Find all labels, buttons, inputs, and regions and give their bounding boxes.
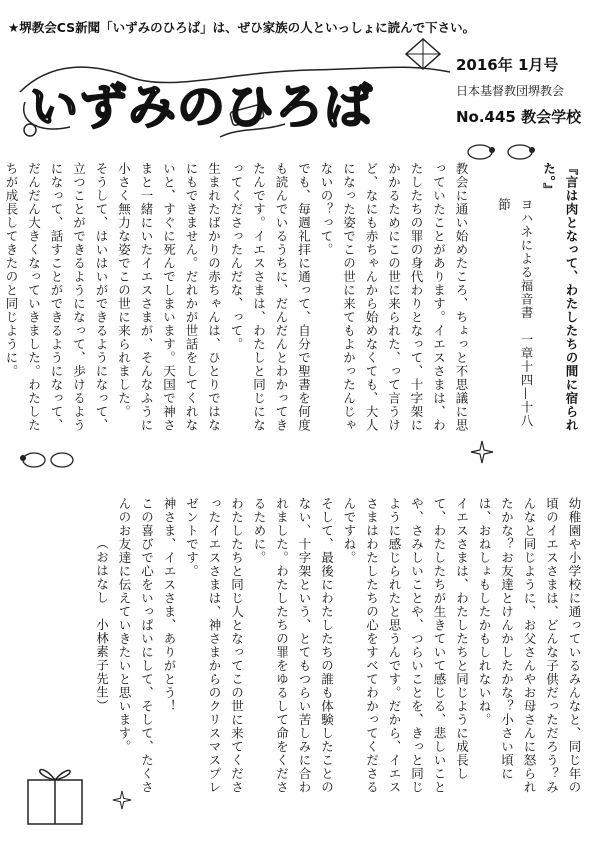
church-name: 日本基督教団堺教会 <box>456 84 565 98</box>
story-paragraph: イエスさまは、わたしたちと同じように成長して、わたしたちが生きていて感じる、悲しいことや、さみしいことや、つらいことを、きっと同じように感じられたと思うんです。だから、イエスさまはわたしたちの心をすべてわかってくださるんですね。 <box>342 497 470 794</box>
story-paragraph: 神さま、イエスさま、ありがとう！ <box>162 497 177 713</box>
issue-date: 2016年 1月号 <box>456 56 559 74</box>
story-paragraph: わたしたちと同じ人となってこの世に来てくださったイエスさまは、神さまからのクリスマスプレゼントです。 <box>184 497 245 794</box>
story-paragraph: でも、毎週礼拝に通って、自分で聖書を何度も読んでいるうちに、だんだんとわかってきたんです。イエスさまは、わたしと同じになってくださったんだな、って。 <box>229 162 312 432</box>
story-paragraph: 生まれたばかりの赤ちゃんは、ひとりではなにもできません。だれかが世話をしてくれないと、すぐに死んでしまいます。天国で神さまと一緒にいたイエスさまが、そんなふうに小さく無力な姿でこの世に来られました。 <box>116 162 222 432</box>
story-paragraph: 教会に通い始めたころ、ちょっと不思議に思っていたことがあります。イエスさまは、わたしたちの罪の身代わりとなって、十字架にかかるためにこの世に来られた、って言うけど、なにも赤ちゃんから始めなくても、大人になった姿でこの世に来てもよかったんじゃないの？って。 <box>319 162 469 432</box>
intro-line: ★堺教会CS新聞「いずみのひろば」は、ぜひ家族の人といっしょに読んで下さい。 <box>8 20 476 35</box>
newsletter-title: いずみのひろば <box>30 79 374 135</box>
newsletter-title-banner <box>30 68 450 135</box>
story-top <box>4 162 472 442</box>
verse-source: ヨハネによる福音書 一章十四—十八節 <box>496 198 534 428</box>
sparkle-icon <box>112 790 132 810</box>
story-bottom <box>80 497 585 797</box>
issue-info <box>456 52 596 130</box>
verse-block <box>486 162 582 437</box>
story-paragraph: 幼稚園や小学校に通っているみんなと、同じ年の頃のイエスさまは、どんな子供だっただろう？みんなと同じように、お父さんやお母さんに怒られたかな？お友達とけんかしたかな？小さい頃には、おねしょもしたかもしれないね。 <box>477 497 582 794</box>
gift-box-icon <box>18 752 98 832</box>
sheep-icon <box>18 448 78 472</box>
story-paragraph: そして、最後にわたしたちの誰も体験したことのない、十字架という、とてもつらい苦しみに合われました。わたしたちの罪をゆるして命をくださるために。 <box>252 497 335 794</box>
issue-number: No.445 教会学校 <box>456 108 582 126</box>
sheep-icon <box>462 140 542 164</box>
story-author: （おはなし 小林素子先生） <box>94 537 110 713</box>
story-paragraph: この喜びで心をいっぱいにして、そして、たくさんのお友達に伝えていきたいと思います。 <box>117 497 155 794</box>
verse-quote: 『言は肉となって、わたしたちの間に宿られた。』 <box>541 162 579 432</box>
story-paragraph: そうして、はいはいができるようになって、立つことができるようになって、歩けるようになって、話すことができるようになって、だんだん大きくなっていきました。わたしたちが成長してきたのと同じように。 <box>4 162 109 432</box>
sparkle-icon <box>470 440 494 464</box>
